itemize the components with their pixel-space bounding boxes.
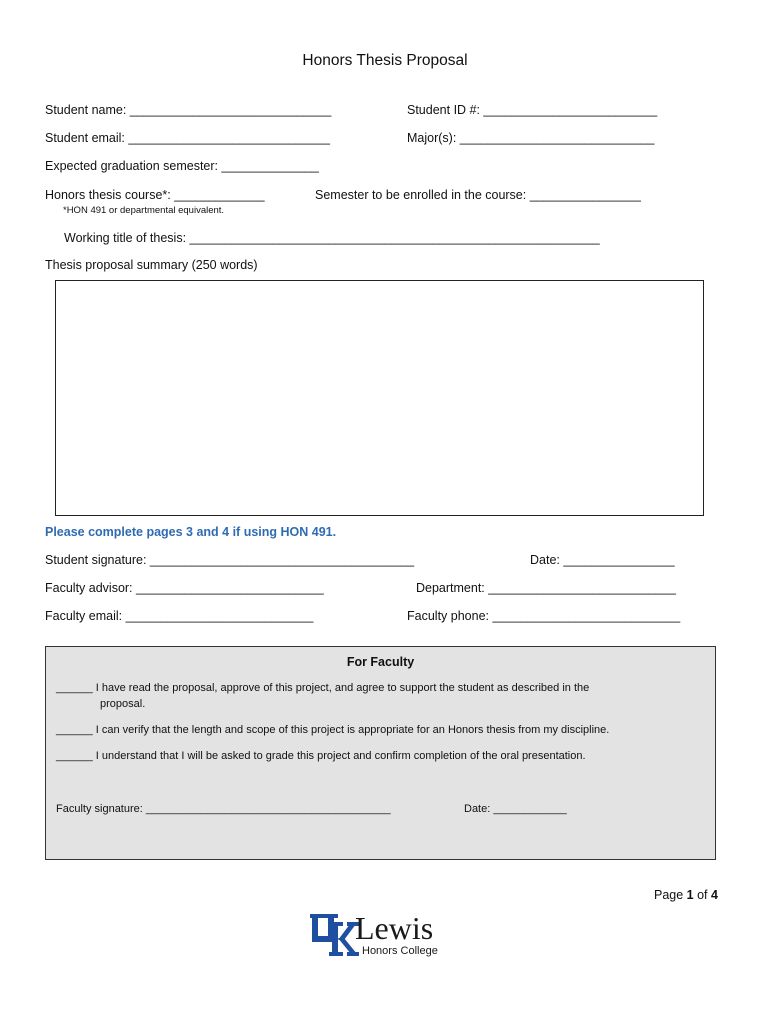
working-title-field[interactable]: Working title of thesis: ___________________________________________________________ (64, 231, 600, 245)
logo-name: Lewis (355, 910, 434, 946)
logo-subtitle: Honors College (362, 945, 438, 957)
semester-enrolled-field[interactable]: Semester to be enrolled in the course: ________________ (315, 188, 641, 202)
summary-label: Thesis proposal summary (250 words) (45, 258, 258, 272)
proposal-summary-textarea[interactable] (55, 280, 704, 516)
page-number (654, 889, 718, 902)
page-total: 4 (711, 888, 718, 902)
majors-field[interactable]: Major(s): ____________________________ (407, 131, 655, 145)
page-current: 1 (686, 888, 694, 902)
graduation-semester-field[interactable]: Expected graduation semester: ______________ (45, 159, 319, 173)
page-of: of (693, 888, 711, 902)
faculty-signature-field[interactable]: Faculty signature: ________________________________________ (56, 803, 391, 815)
faculty-phone-field[interactable]: Faculty phone: ___________________________ (407, 609, 681, 623)
student-name-field[interactable]: Student name: _____________________________ (45, 103, 332, 117)
student-id-field[interactable]: Student ID #: _________________________ (407, 103, 658, 117)
student-date-field[interactable]: Date: ________________ (530, 553, 675, 567)
faculty-advisor-field[interactable]: Faculty advisor: ___________________________ (45, 581, 324, 595)
faculty-section (45, 646, 716, 860)
faculty-approval-item[interactable]: ______ I have read the proposal, approve of this project, and agree to support the student as described in the (56, 682, 590, 694)
faculty-date-field[interactable]: Date: ____________ (464, 803, 567, 815)
page-prefix: Page (654, 888, 687, 902)
course-footnote: *HON 491 or departmental equivalent. (63, 205, 225, 216)
department-field[interactable]: Department: ___________________________ (416, 581, 676, 595)
student-signature-field[interactable]: Student signature: ______________________________________ (45, 553, 415, 567)
faculty-section-title: For Faculty (346, 655, 415, 669)
hon491-notice: Please complete pages 3 and 4 if using HON 491. (45, 525, 337, 539)
thesis-course-field[interactable]: Honors thesis course*: _____________ (45, 188, 265, 202)
student-email-field[interactable]: Student email: _____________________________ (45, 131, 330, 145)
faculty-approval-item-continued: proposal. (100, 698, 146, 710)
faculty-verify-item[interactable]: ______ I can verify that the length and scope of this project is appropriate for an Honors thesis from my discipline. (56, 724, 610, 736)
faculty-grade-item[interactable]: ______ I understand that I will be asked to grade this project and confirm completion of the oral presentation. (56, 750, 586, 762)
page-title: Honors Thesis Proposal (302, 52, 468, 69)
faculty-email-field[interactable]: Faculty email: ___________________________ (45, 609, 314, 623)
